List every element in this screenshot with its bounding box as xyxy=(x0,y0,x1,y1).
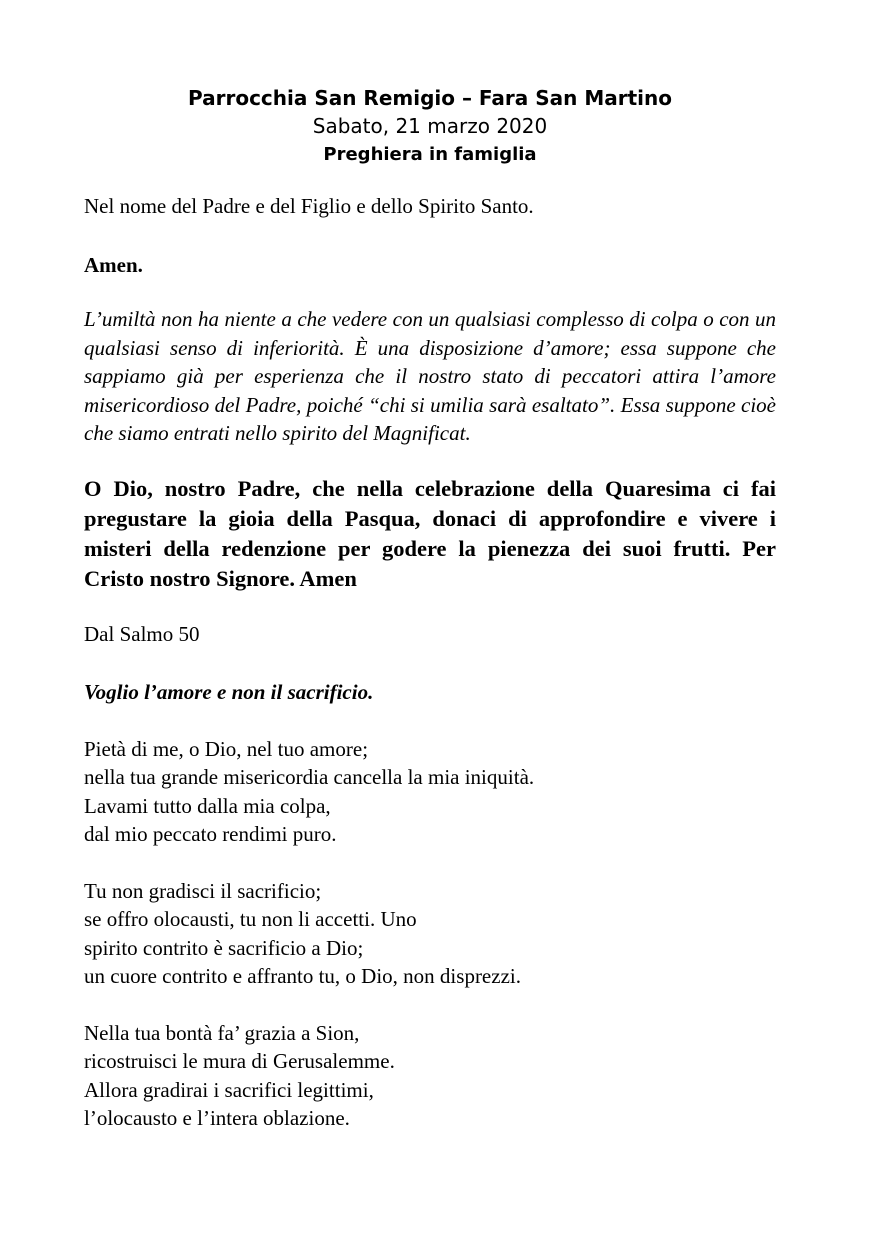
prayer-subtitle: Preghiera in famiglia xyxy=(323,144,537,165)
document-header xyxy=(84,84,776,170)
psalm-stanza-1 xyxy=(84,735,776,849)
reflection-paragraph: L’umiltà non ha niente a che vedere con un qualsiasi complesso di colpa o con un qualsiasi senso di inferiorità. È una disposizione d’amore; essa suppone che sappiamo già per esperienza che il nostro stato di peccatori attira l’amore misericordioso del Padre, poiché “chi si umilia sarà esaltato”. Essa suppone cioè che siamo entrati nello spirito del Magnificat. xyxy=(84,307,776,445)
document-page xyxy=(84,84,776,1133)
date-line: Sabato, 21 marzo 2020 xyxy=(312,114,548,138)
psalm-stanza-2 xyxy=(84,877,776,991)
psalm-line: se offro olocausti, tu non li accetti. Uno xyxy=(84,907,417,931)
psalm-line: Tu non gradisci il sacrificio; xyxy=(84,878,322,903)
psalm-antiphon: Voglio l’amore e non il sacrificio. xyxy=(84,680,374,704)
parish-title: Parrocchia San Remigio – Fara San Martino xyxy=(187,86,672,110)
psalm-line: l’olocausto e l’intera oblazione. xyxy=(84,1106,350,1130)
psalm-line: Pietà di me, o Dio, nel tuo amore; xyxy=(84,736,369,761)
psalm-line: Nella tua bontà fa’ grazia a Sion, xyxy=(84,1020,360,1045)
psalm-line: spirito contrito è sacrificio a Dio; xyxy=(84,935,364,960)
psalm-line: Allora gradirai i sacrifici legittimi, xyxy=(84,1077,374,1102)
psalm-reference: Dal Salmo 50 xyxy=(84,621,200,646)
amen-response: Amen. xyxy=(84,252,143,277)
psalm-line: un cuore contrito e affranto tu, o Dio, non disprezzi. xyxy=(84,964,521,988)
psalm-stanza-3 xyxy=(84,1019,776,1133)
psalm-line: nella tua grande misericordia cancella la mia iniquità. xyxy=(84,765,535,789)
psalm-line: dal mio peccato rendimi puro. xyxy=(84,822,337,846)
opening-prayer: O Dio, nostro Padre, che nella celebrazione della Quaresima ci fai pregustare la gioia della Pasqua, donaci di approfondire e vivere i misteri della redenzione per godere la pienezza dei suoi frutti. Per Cristo nostro Signore. Amen xyxy=(84,475,776,591)
psalm-line: ricostruisci le mura di Gerusalemme. xyxy=(84,1049,395,1073)
psalm-line: Lavami tutto dalla mia colpa, xyxy=(84,793,331,818)
invocation-text: Nel nome del Padre e del Figlio e dello Spirito Santo. xyxy=(84,194,534,218)
